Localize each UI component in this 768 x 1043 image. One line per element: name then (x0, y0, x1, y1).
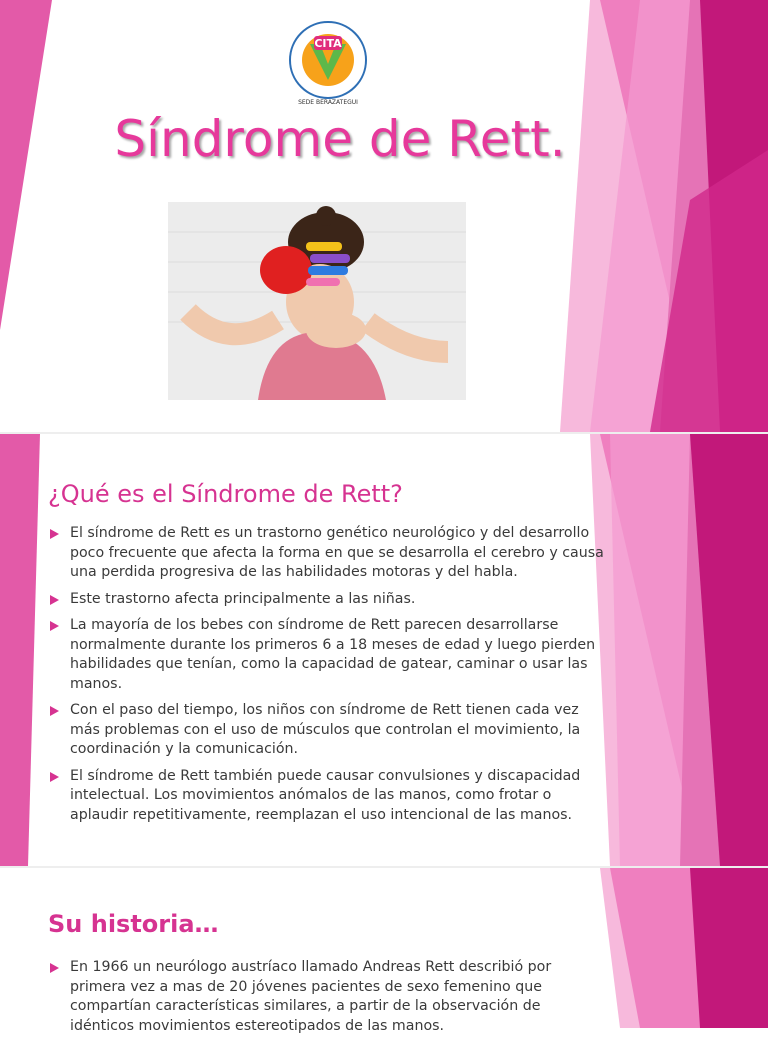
list-item: El síndrome de Rett también puede causar convulsiones y discapacidad intelectual. Los movimientos anómalos de las manos, como frotar o aplaudir repetitivamente, reemplazan el uso intencional de las manos. (48, 767, 608, 826)
bullet-list (48, 958, 608, 1043)
arrow-bullet-icon (50, 621, 59, 631)
arrow-bullet-icon (50, 706, 59, 716)
list-item: Con el paso del tiempo, los niños con síndrome de Rett tienen cada vez más problemas con el uso de músculos que controlan el movimiento, la coordinación y la comunicación. (48, 701, 608, 760)
arrow-bullet-icon (50, 772, 59, 782)
arrow-bullet-icon (50, 963, 59, 973)
slide-title-text: Síndrome de Rett. (114, 110, 566, 168)
list-item: La mayoría de los bebes con síndrome de Rett parecen desarrollarse normalmente durante los primeros 6 a 18 meses de edad y luego pierden habilidades que tenían, como la capacidad de gatear, caminar o usar las manos. (48, 616, 608, 694)
arrow-bullet-icon (50, 529, 59, 539)
section-heading: Su historia… (48, 910, 219, 938)
section-heading: ¿Qué es el Síndrome de Rett? (48, 480, 403, 508)
list-item: Este trastorno afecta principalmente a las niñas. (48, 590, 608, 610)
child-photo (168, 202, 466, 400)
bullet-list (48, 524, 608, 832)
list-item: El síndrome de Rett es un trastorno genético neurológico y del desarrollo poco frecuente que afecta la forma en que se desarrolla el cerebro y causa una perdida progresiva de las habilidades motoras y del habla. (48, 524, 608, 583)
slide-history (0, 866, 768, 1034)
list-item: En 1966 un neurólogo austríaco llamado Andreas Rett describió por primera vez a mas de 20 jóvenes pacientes de sexo femenino que compartían características similares, a partir de la observación de idénticos movimientos estereotipados de las manos. (48, 958, 608, 1036)
slide-title (0, 0, 768, 432)
slide-definition (0, 432, 768, 866)
arrow-bullet-icon (50, 595, 59, 605)
cita-logo (280, 14, 376, 110)
svg-text:CITA: CITA (314, 37, 342, 50)
svg-text:SEDE BERAZATEGUI: SEDE BERAZATEGUI (298, 99, 358, 106)
